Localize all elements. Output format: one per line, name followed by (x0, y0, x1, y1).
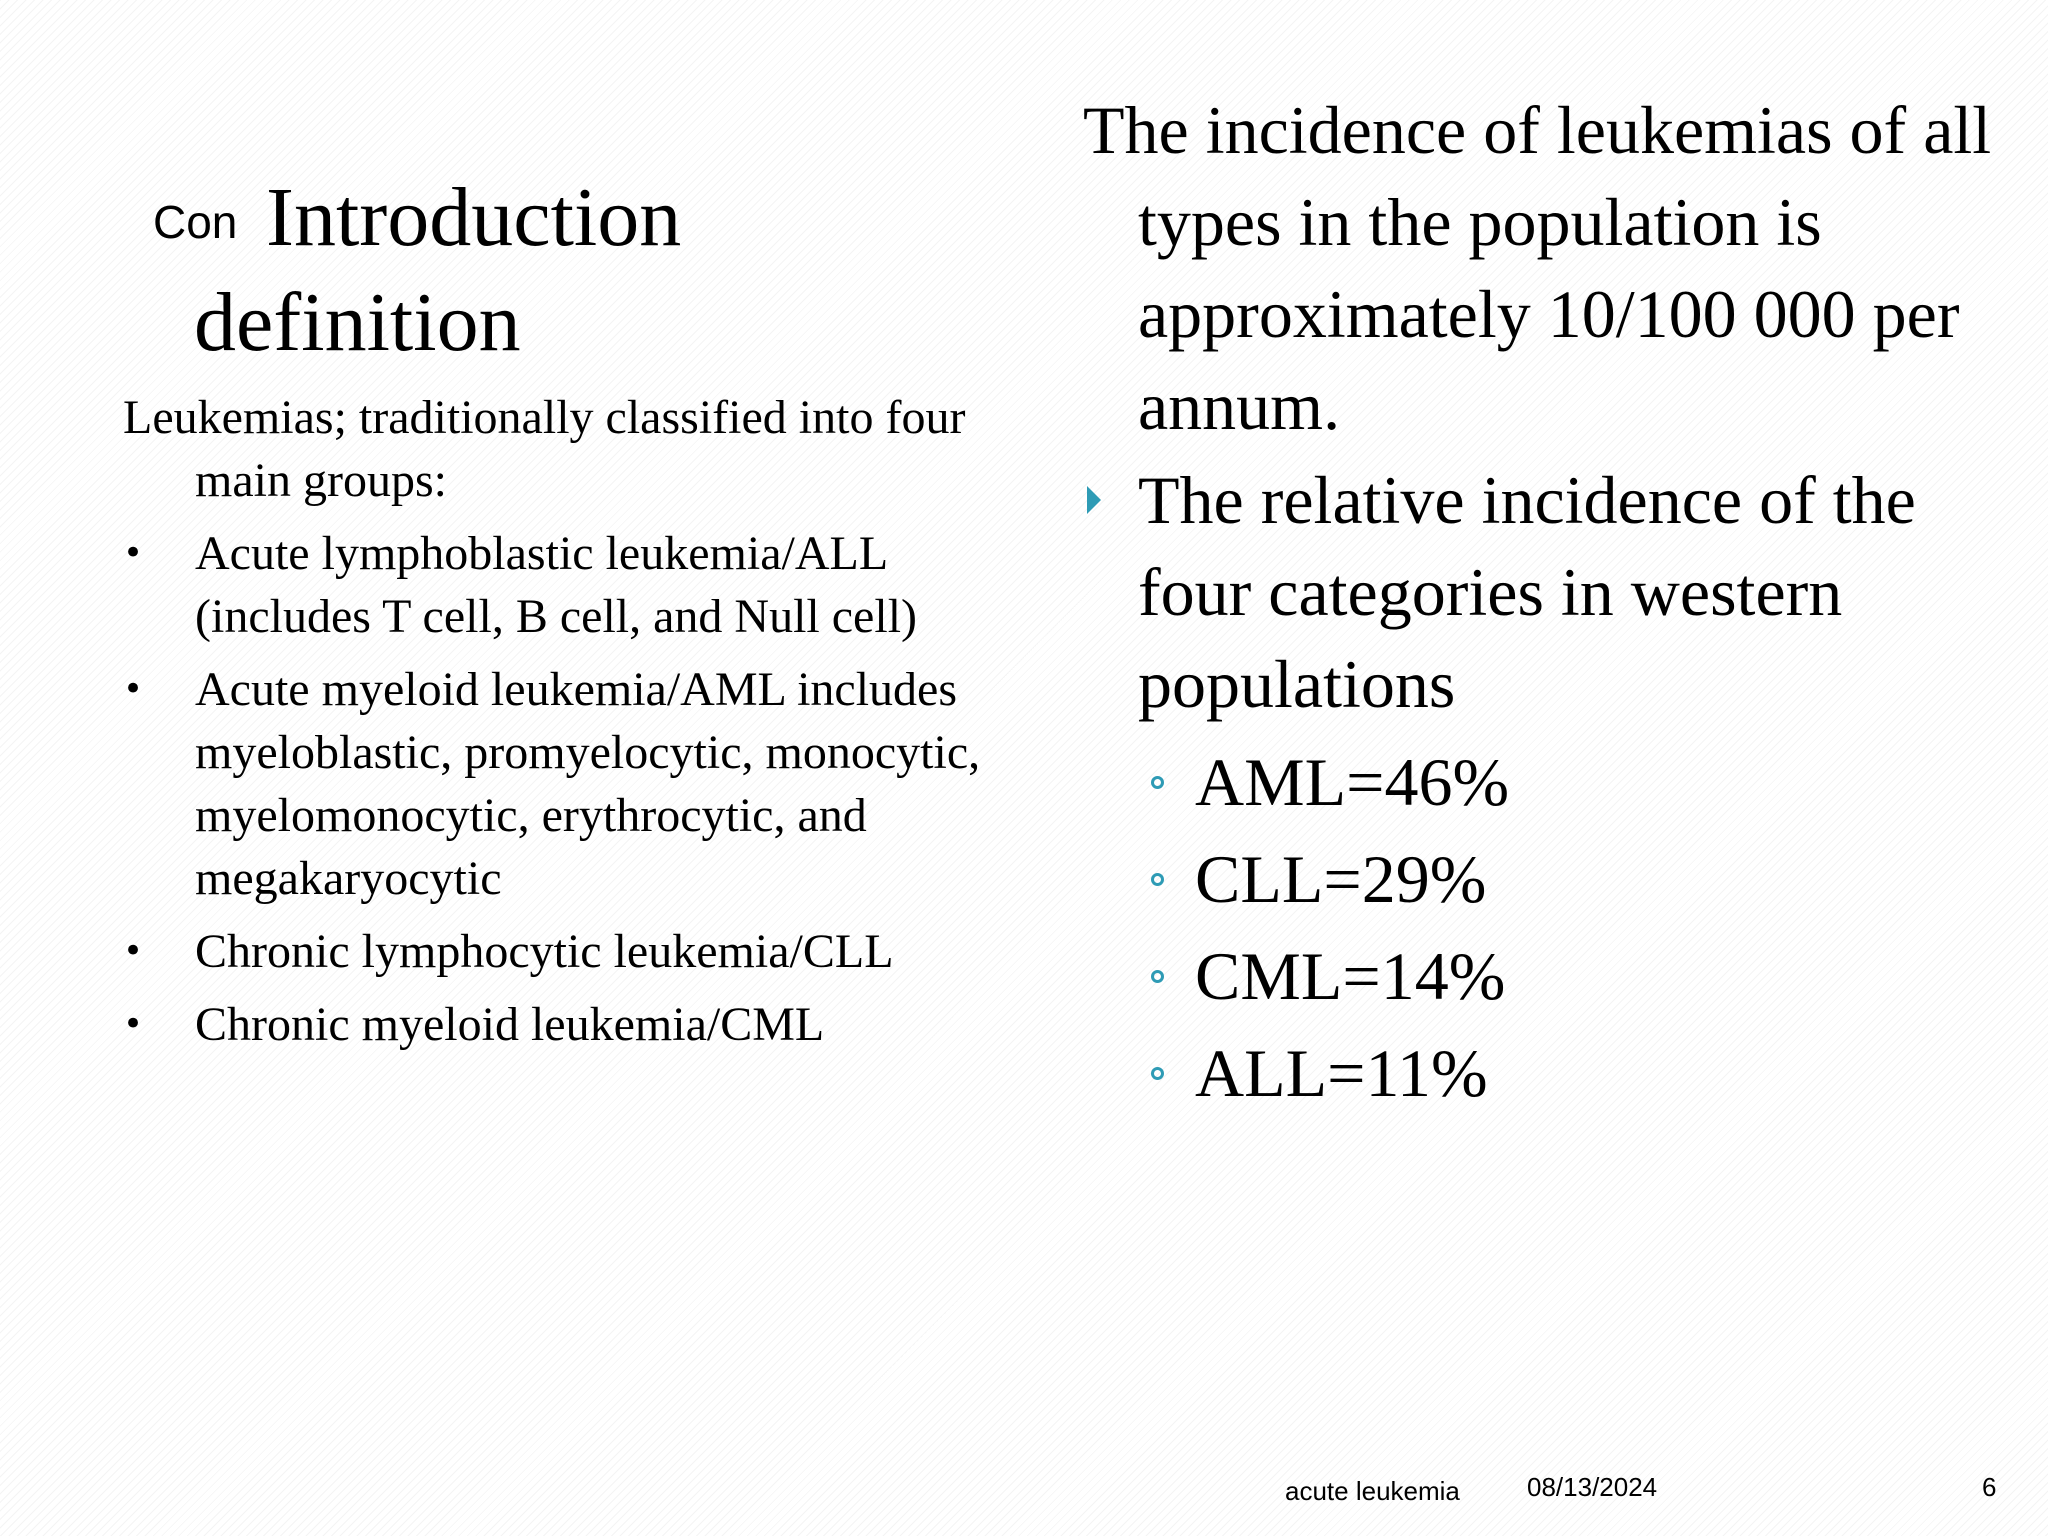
triangle-arrow-icon (1087, 486, 1101, 514)
bullet-dot-icon: • (123, 931, 144, 971)
hollow-circle-icon (1151, 970, 1164, 983)
incidence-value: AML=46% (1195, 744, 1510, 820)
list-item (1083, 928, 2023, 1025)
list-item (123, 993, 1003, 1056)
bullet-dot-icon: • (123, 533, 144, 573)
incidence-value: ALL=11% (1195, 1035, 1488, 1111)
bullet-text: Acute lymphoblastic leukemia/ALL (includes T cell, B cell, and Null cell) (195, 527, 918, 643)
slide-title: Introduction (266, 171, 682, 264)
list-item (1083, 1025, 2023, 1122)
hollow-circle-icon (1151, 1067, 1164, 1080)
footer-label: acute leukemia (1285, 1476, 1460, 1506)
incidence-text: The incidence of leukemias of all types in the population is approximately 10/100 000 per annum. (1083, 92, 1992, 444)
list-item (1083, 734, 2023, 831)
bullet-dot-icon: • (123, 669, 144, 709)
title-prefix: Con (153, 196, 238, 248)
bullet-dot-icon: • (123, 1004, 144, 1044)
bullet-text: Chronic myeloid leukemia/CML (195, 998, 825, 1051)
bullet-text: Acute myeloid leukemia/AML includes myeloblastic, promyelocytic, monocytic, myelomonocytic, erythrocytic, and megakaryocytic (195, 663, 981, 905)
footer-date: 08/13/2024 (1527, 1472, 1658, 1502)
bullet-text: Chronic lymphocytic leukemia/CLL (195, 925, 894, 978)
left-lead-text: Leukemias; traditionally classified into four main groups: (123, 391, 966, 507)
list-item (123, 522, 1003, 648)
list-item (1083, 831, 2023, 928)
page-number: 6 (1982, 1472, 1997, 1502)
incidence-value: CML=14% (1195, 938, 1506, 1014)
left-bullet-list (123, 522, 1003, 1056)
left-content (123, 386, 1003, 1056)
hollow-circle-icon (1151, 776, 1164, 789)
slide-subtitle: definition (194, 276, 521, 369)
incidence-sub-list (1083, 734, 2023, 1122)
right-content (1083, 84, 2023, 1122)
incidence-value: CLL=29% (1195, 841, 1487, 917)
relative-incidence-text: The relative incidence of the four categories in western populations (1138, 462, 1916, 722)
hollow-circle-icon (1151, 873, 1164, 886)
list-item (123, 658, 1003, 910)
relative-incidence-item (1083, 454, 2023, 730)
list-item (123, 920, 1003, 983)
